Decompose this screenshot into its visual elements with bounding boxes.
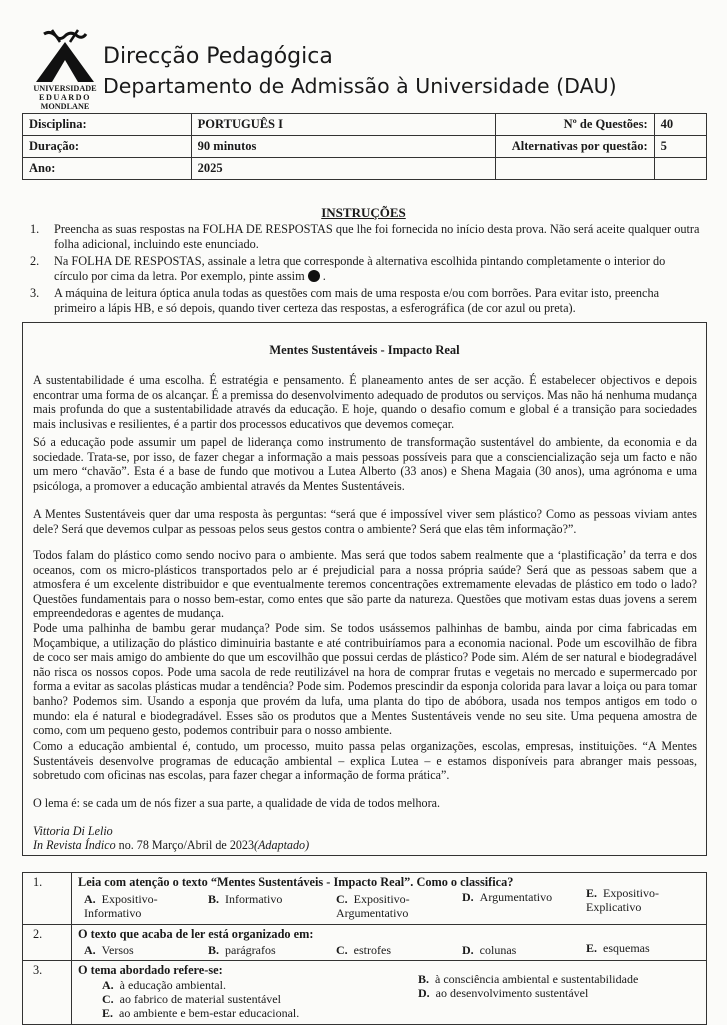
option-d[interactable]: D. colunas [462,943,517,957]
option-b[interactable]: B. à consciência ambiental e sustentabilidade [418,972,639,986]
logo-line-3: MONDLANE [40,102,90,111]
question-row [23,925,707,961]
option-b[interactable]: B. Informativo [208,892,283,906]
logo-line-2: EDUARDO [39,93,91,102]
instruction-number: 1. [30,222,40,236]
source-magazine: In Revista Índico [33,838,116,852]
instruction-number: 3. [30,286,40,300]
instructions-title: INSTRUÇÕES [321,205,406,220]
option-c[interactable]: C. Expositivo-Argumentativo [336,892,410,920]
ano-value: 2025 [191,158,495,180]
questoes-value: 40 [654,114,706,136]
duracao-label: Duração: [23,136,192,158]
instruction-item-3 [30,286,700,316]
option-d[interactable]: D. Argumentativo [462,890,553,904]
source-note: (Adaptado) [254,838,310,852]
filled-circle-icon [308,270,320,282]
article-title: Mentes Sustentáveis - Impacto Real [269,343,460,357]
question-text: Leia com atenção o texto “Mentes Sustentáveis - Impacto Real”. Como o classifica? [78,875,514,889]
question-row [23,873,707,925]
questions-table [22,872,707,1025]
option-c[interactable]: C. estrofes [336,943,391,957]
question-row [23,961,707,1025]
university-logo [30,28,100,114]
instruction-text: Na FOLHA DE RESPOSTAS, assinale a letra que corresponde à alternativa escolhida pintando completamente o interior do círculo por cima da letra. Por exemplo, pinte assim [54,254,666,283]
article-author: Vittoria Di Lelio [33,824,113,838]
article-paragraph: Pode uma palhinha de bambu gerar mudança? Pode sim. Se todos usássemos palhinhas de bambu, ainda por cima fabricadas em Moçambique, a utilização do plástico diminuiria bastante e até contribuiríamos para a economia nacional. Pode um escovilhão de fibra de coco ser mais amigo do ambiente do que um escovilhão que possui cerdas de plástico? Pode sim. Além de ser natural e biodegradável não risca os nossos copos. Pode uma sacola de rede reutilizável na hora de comprar frutas e vegetais no mercado e supermercado por forma a evitar as sacolas plásticas mudar a tendência? Pode sim. Podemos prescindir da esponja colorida para lavar a loiça ou para tomar banho? Podemos sim. Usando a esponja que provém da lufa, uma planta do tipo de abóbora, usada nos tempos antigos em todo o mundo: ela é natural e biodegradável. Esses são os produtos que a Mentes Sustentáveis vende no seu site. Uma pequena amostra de como, com um pequeno gesto, podemos contribuir para o nosso ambiente. [33,621,697,738]
option-b[interactable]: B. parágrafos [208,943,276,957]
question-cell [72,925,707,961]
instruction-text: Preencha as suas respostas na FOLHA DE RESPOSTAS que lhe foi fornecida no início desta prova. Não será aceite qualquer outra folha adicional, incluindo este enunciado. [54,222,700,251]
source-issue: no. 78 Março/Abril de 2023 [118,838,255,852]
option-c[interactable]: C. ao fabrico de material sustentável [102,992,281,1006]
article-paragraph: O lema é: se cada um de nós fizer a sua parte, a qualidade de vida de todos melhora. [33,796,440,810]
article-paragraph: A sustentabilidade é uma escolha. É estratégia e pensamento. É planeamento antes de ser acção. É estabelecer objectivos e depois encontrar uma forma de os alcançar. É a premissa do desenvolvimento adequado de produtos ou serviços. Mas não há nenhuma mudança mais profunda do que a sustentabilidade através da educação. E hoje, quando o desafio comum e global é a transição para sociedades mais inclusivas e resilientes, é a partir dos processos educativos que devemos começar. [33,373,697,431]
article-paragraph: A Mentes Sustentáveis quer dar uma resposta às perguntas: “será que é impossível viver sem plástico? Como as pessoas viviam antes dele? Será que devemos culpar as pessoas pelos seus gestos contra o ambiente? Será que elas têm informação?”. [33,507,697,536]
empty-cell [654,158,706,180]
ano-label: Ano: [23,158,192,180]
exam-info-table [22,113,707,180]
questoes-label: Nº de Questões: [495,114,654,136]
instruction-item-1 [30,222,700,252]
article-box [22,322,707,856]
header-title: Direcção Pedagógica [103,44,333,69]
question-cell [72,961,707,1025]
question-text: O texto que acaba de ler está organizado em: [78,927,314,941]
alternativas-value: 5 [654,136,706,158]
question-number: 1. [23,873,72,925]
logo-line-1: UNIVERSIDADE [33,84,97,93]
question-number: 2. [23,925,72,961]
question-text: O tema abordado refere-se: [78,963,223,977]
option-e[interactable]: E. esquemas [586,941,650,955]
instruction-number: 2. [30,254,40,268]
logo-emblem-icon [30,28,100,84]
question-number: 3. [23,961,72,1025]
disciplina-label: Disciplina: [23,114,192,136]
instruction-text: A máquina de leitura óptica anula todas as questões com mais de uma resposta e/ou com borrões. Para evitar isto, preencha primeiro a lápis HB, e só depois, quando tiver certeza das respostas, a esferográfica (de cor azul ou preta). [54,286,660,315]
article-source [33,838,697,853]
instruction-item-2: 2. Na FOLHA DE RESPOSTAS, assinale a letra que corresponde à alternativa escolhida pintando completamente o interior do círculo por cima da letra. Por exemplo, pinte assim . [30,254,666,283]
article-paragraph: Todos falam do plástico como sendo nocivo para o ambiente. Mas será que todos sabem realmente que a ‘plastificação’ da terra e dos oceanos, com os micro-plásticos transportados pelo ar é prejudicial para a nossa própria saúde? Será que as pessoas sabem que a atmosfera é um excelente distribuidor e que eventualmente teremos concentrações extremamente elevadas de plástico em todo o lado? Questões fundamentais para o nosso bem-estar, como entes que são parte da natureza. Questões que motivam estas duas jovens a serem empreendedoras e agentes de mudança. [33,548,697,621]
disciplina-value: PORTUGUÊS I [191,114,495,136]
option-e[interactable]: E. ao ambiente e bem-estar educacional. [102,1006,300,1020]
empty-cell [495,158,654,180]
header-subtitle: Departamento de Admissão à Universidade (DAU) [103,74,617,98]
option-d[interactable]: D. ao desenvolvimento sustentável [418,986,589,1000]
duracao-value: 90 minutos [191,136,495,158]
option-a[interactable]: A. Versos [84,943,134,957]
option-e[interactable]: E. Expositivo-Explicativo [586,886,660,914]
option-a[interactable]: A. à educação ambiental. [102,978,226,992]
article-paragraph: Como a educação ambiental é, contudo, um processo, muito passa pelas organizações, escolas, empresas, instituições. “A Mentes Sustentáveis desenvolve programas de educação ambiental – explica Lutea – e estamos disponíveis para abranger mais pessoas, sobretudo com oficinas nas escolas, para fazer chegar a informação de forma prática”. [33,739,697,783]
article-paragraph: Só a educação pode assumir um papel de liderança como instrumento de transformação sustentável do ambiente, da economia e da sociedade. Trata-se, por isso, de fazer chegar a informação a mais pessoas possíveis para que a consciencialização seja um facto e não um mero “chavão”. Esta é a base de fundo que motivou a Lutea Alberto (33 anos) e Shena Magaia (30 anos), uma agrónoma e uma psicóloga, a promover a educação ambiental através da Mentes Sustentáveis. [33,435,697,493]
option-a[interactable]: A. Expositivo-Informativo [84,892,158,920]
question-cell [72,873,707,925]
alternativas-label: Alternativas por questão: [495,136,654,158]
